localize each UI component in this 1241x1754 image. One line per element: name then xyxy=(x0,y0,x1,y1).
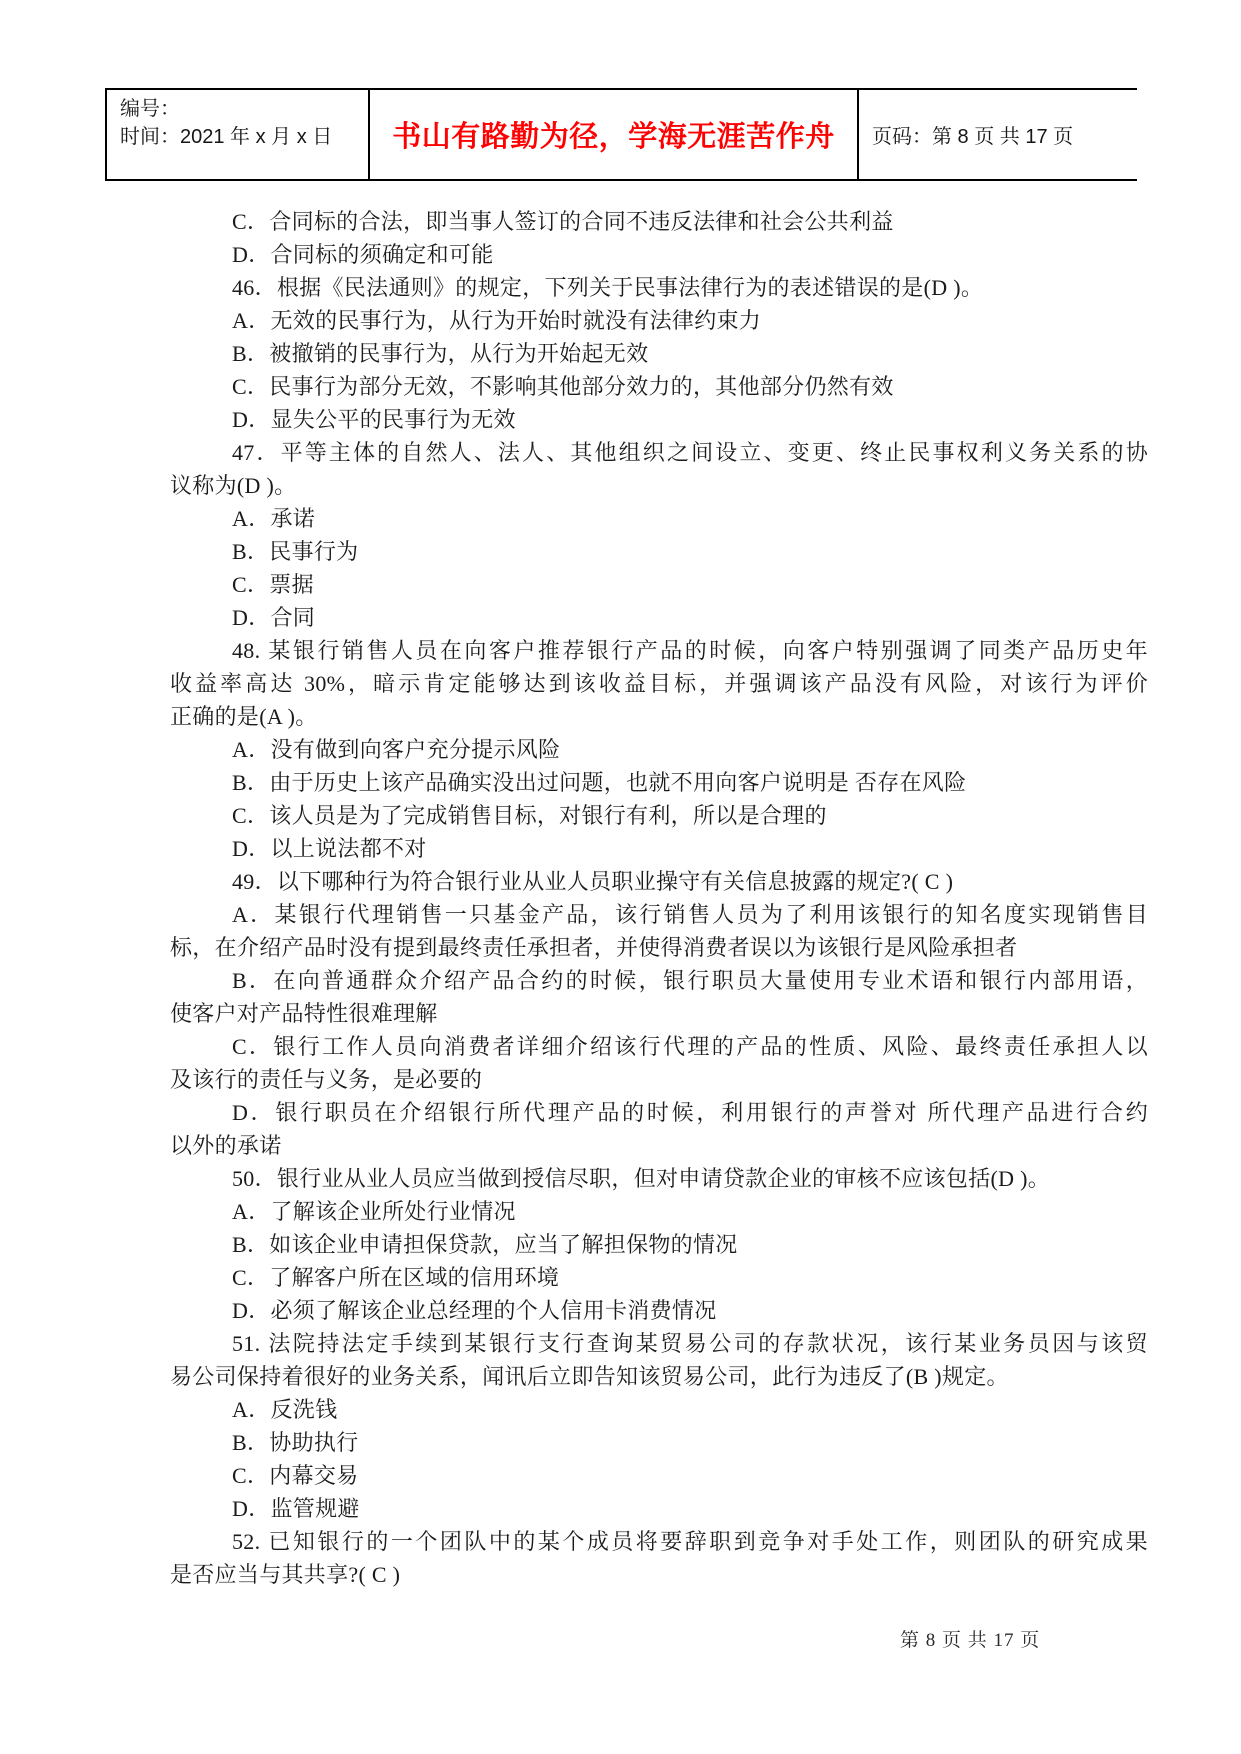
text-line: C．该人员是为了完成销售目标，对银行有利，所以是合理的 xyxy=(232,803,827,828)
text-line: 48. 某银行销售人员在向客户推荐银行产品的时候，向客户特别强调了同类产品历史年 xyxy=(232,638,1148,663)
text-line: 是否应当与其共享?( C ) xyxy=(170,1562,401,1587)
doc-number-label: 编号： xyxy=(120,98,180,120)
text-line: 标，在介绍产品时没有提到最终责任承担者，并使得消费者误以为该银行是风险承担者 xyxy=(170,935,1018,960)
text-line: B．民事行为 xyxy=(232,539,359,564)
text-line: D．监管规避 xyxy=(232,1496,360,1521)
text-line: B．被撤销的民事行为，从行为开始起无效 xyxy=(232,341,649,366)
text-line: D．必须了解该企业总经理的个人信用卡消费情况 xyxy=(232,1298,717,1323)
text-line: 50．银行业从业人员应当做到授信尽职，但对申请贷款企业的审核不应该包括(D )。 xyxy=(232,1166,1051,1191)
text-line: B．如该企业申请担保贷款，应当了解担保物的情况 xyxy=(232,1232,738,1257)
text-line: 47．平等主体的自然人、法人、其他组织之间设立、变更、终止民事权利义务关系的协 xyxy=(232,440,1148,465)
text-line: D．显失公平的民事行为无效 xyxy=(232,407,516,432)
text-line: C．银行工作人员向消费者详细介绍该行代理的产品的性质、风险、最终责任承担人以 xyxy=(232,1034,1148,1059)
text-line: C．了解客户所在区域的信用环境 xyxy=(232,1265,560,1290)
text-line: 以外的承诺 xyxy=(170,1133,282,1158)
page-info-text: 页码：第 8 页 共 17 页 xyxy=(872,126,1074,148)
text-line: A．无效的民事行为，从行为开始时就没有法律约束力 xyxy=(232,308,762,333)
text-line: 正确的是(A )。 xyxy=(170,704,318,729)
text-line: 49．以下哪种行为符合银行业从业人员职业操守有关信息披露的规定?( C ) xyxy=(232,869,954,894)
text-line: A．了解该企业所处行业情况 xyxy=(232,1199,516,1224)
header-meta-cell xyxy=(107,90,368,179)
text-line: 及该行的责任与义务，是必要的 xyxy=(170,1067,483,1092)
text-line: 易公司保持着很好的业务关系，闻讯后立即告知该贸易公司，此行为违反了(B )规定。 xyxy=(170,1364,1009,1389)
text-line: B．协助执行 xyxy=(232,1430,359,1455)
footer-page-number: 第 8 页 共 17 页 xyxy=(900,1630,1041,1651)
text-line: C．合同标的合法，即当事人签订的合同不违反法律和社会公共利益 xyxy=(232,209,894,234)
text-line: A．没有做到向客户充分提示风险 xyxy=(232,737,561,762)
text-line: A．某银行代理销售一只基金产品，该行销售人员为了利用该银行的知名度实现销售目 xyxy=(232,902,1148,927)
text-line: A．承诺 xyxy=(232,506,316,531)
text-line: B．在向普通群众介绍产品合约的时候，银行职员大量使用专业术语和银行内部用语， xyxy=(232,968,1148,993)
text-line: 收益率高达 30%，暗示肯定能够达到该收益目标，并强调该产品没有风险，对该行为评价 xyxy=(170,671,1148,696)
text-line: D．合同标的须确定和可能 xyxy=(232,242,494,267)
text-line: D．以上说法都不对 xyxy=(232,836,427,861)
text-line: 52. 已知银行的一个团队中的某个成员将要辞职到竞争对手处工作，则团队的研究成果 xyxy=(232,1529,1148,1554)
doc-date-label: 时间：2021 年 x 月 x 日 xyxy=(120,126,333,148)
text-line: D．银行职员在介绍银行所代理产品的时候，利用银行的声誉对 所代理产品进行合约 xyxy=(232,1100,1148,1125)
header-page-cell xyxy=(857,90,1137,179)
text-line: 使客户对产品特性很难理解 xyxy=(170,1001,438,1026)
text-line: C．民事行为部分无效，不影响其他部分效力的，其他部分仍然有效 xyxy=(232,374,894,399)
text-line: A．反洗钱 xyxy=(232,1397,338,1422)
text-line: C．内幕交易 xyxy=(232,1463,359,1488)
text-line: 46．根据《民法通则》的规定，下列关于民事法律行为的表述错误的是(D )。 xyxy=(232,275,984,300)
text-line: 议称为(D )。 xyxy=(170,473,297,498)
header-table xyxy=(105,88,1137,181)
text-line: B．由于历史上该产品确实没出过问题，也就不用向客户说明是 否存在风险 xyxy=(232,770,967,795)
banner-motto-text: 书山有路勤为径，学海无涯苦作舟 xyxy=(392,121,835,153)
text-line: 51. 法院持法定手续到某银行支行查询某贸易公司的存款状况，该行某业务员因与该贸 xyxy=(232,1331,1148,1356)
text-line: D．合同 xyxy=(232,605,316,630)
text-line: C．票据 xyxy=(232,572,314,597)
question-text-block xyxy=(170,205,1148,1591)
header-banner-cell xyxy=(368,90,857,179)
